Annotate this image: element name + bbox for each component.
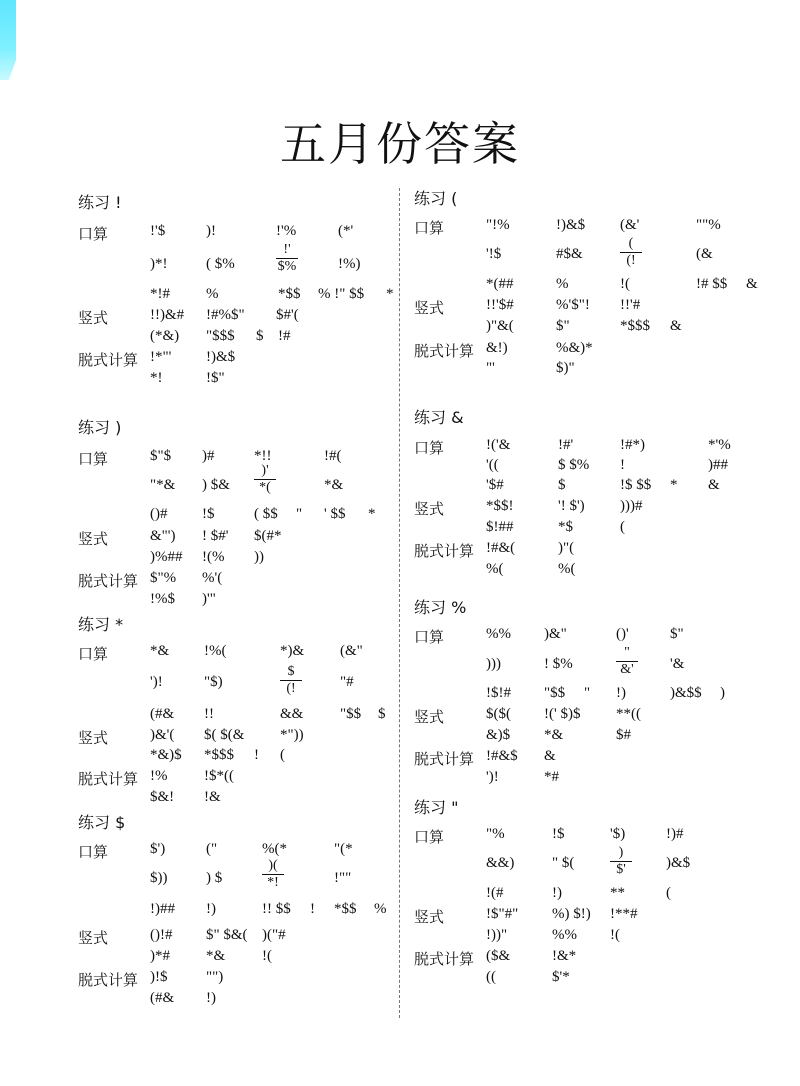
answer: '$) (610, 826, 626, 842)
answer: %'$"! (556, 297, 590, 313)
answer: !# $$ (696, 276, 728, 292)
answer: %( (486, 561, 504, 577)
answer: !'$ (150, 223, 166, 239)
kousuan-label: 口算 (414, 219, 445, 237)
answer: ))) (486, 656, 501, 672)
answer: !$ (202, 506, 215, 522)
tuoshi-label: 脱式计算 (414, 542, 475, 560)
answer: %% (552, 927, 577, 943)
tuoshi-label: 脱式计算 (78, 351, 139, 369)
fraction-numerator: ) (618, 845, 624, 860)
answer: $($( (486, 706, 511, 722)
answer: %% (486, 626, 511, 642)
kousuan-label: 口算 (78, 645, 109, 663)
tuoshi-label: 脱式计算 (78, 770, 139, 788)
answer: &"') (150, 528, 176, 544)
fraction-denominator: $' (610, 861, 632, 878)
answer: ()# (150, 506, 168, 522)
section-heading: 练习 & (414, 408, 464, 427)
answer: "$) (204, 674, 223, 690)
answer: !$"#" (486, 906, 519, 922)
fraction-numerator: !' (283, 242, 291, 257)
answer: & (670, 318, 682, 334)
answer: $# (616, 727, 631, 743)
answer: ( (620, 519, 625, 535)
answer: #$& (556, 246, 583, 262)
shushi-label: 竖式 (414, 708, 445, 726)
answer: )("# (262, 927, 286, 943)
answer: )!$ (150, 969, 168, 985)
answer: $!## (486, 519, 514, 535)
answer: !#' (558, 437, 574, 453)
page-title: 五月份答案 (280, 117, 520, 171)
fraction-answer (262, 858, 284, 891)
answer: $" (556, 318, 570, 334)
answer: )'" (202, 591, 216, 607)
answer: !!'$# (486, 297, 514, 313)
answer: !)# (666, 826, 684, 842)
answer: !%( (204, 643, 227, 659)
answer: !! (204, 706, 214, 722)
answer: !#%$" (206, 307, 245, 323)
answer: $&! (150, 789, 175, 805)
answer: $" $&( (206, 927, 248, 943)
answer: )## (708, 457, 728, 473)
answer: (&" (340, 643, 363, 659)
answer: !) (616, 685, 626, 701)
answer: $"$ (150, 448, 172, 464)
answer: ( (666, 885, 671, 901)
answer: ""% (696, 217, 721, 233)
section-heading: 练习 * (78, 615, 124, 634)
answer: $') (150, 841, 166, 857)
answer: "$$ (544, 685, 566, 701)
answer: & (708, 477, 720, 493)
shushi-label: 竖式 (414, 299, 445, 317)
answer: !( (610, 927, 620, 943)
answer: *!! (254, 448, 272, 464)
answer: '$# (486, 477, 504, 493)
answer: *! (150, 370, 163, 386)
answer: !% (150, 768, 168, 784)
answer: $( $(& (204, 727, 245, 743)
answer: (*' (338, 223, 354, 239)
tuoshi-label: 脱式计算 (78, 971, 139, 989)
answer: ($& (486, 948, 511, 964)
shushi-label: 竖式 (78, 929, 109, 947)
answer: *& (324, 477, 344, 493)
fraction-denominator: *! (262, 874, 284, 891)
answer: *$$$ (620, 318, 650, 334)
answer: % (374, 901, 387, 917)
answer: ** (610, 885, 625, 901)
answer: '& (670, 656, 685, 672)
answer: )*# (150, 948, 170, 964)
answer: $)" (556, 360, 575, 376)
answer: ! $#' (202, 528, 229, 544)
answer: *$$ (278, 286, 301, 302)
section-heading: 练习 ) (78, 418, 122, 437)
answer: *'% (708, 437, 731, 453)
section-heading: 练习 ! (78, 193, 122, 212)
answer: *$$$ (204, 747, 234, 763)
answer: ()!# (150, 927, 173, 943)
fraction-numerator: )' (261, 463, 269, 478)
answer: !$*(( (204, 768, 234, 784)
answer: " (584, 685, 591, 701)
answer: ')! (486, 769, 499, 785)
answer: )# (202, 448, 215, 464)
answer: ) $ (206, 870, 223, 886)
answer: ! (620, 457, 625, 473)
kousuan-label: 口算 (78, 450, 109, 468)
answer: *& (206, 948, 226, 964)
answer: !&* (552, 948, 577, 964)
tuoshi-label: 脱式计算 (414, 950, 475, 968)
answer: $ (256, 328, 264, 344)
answer: )&'( (150, 727, 175, 743)
section-heading: 练习 " (414, 798, 459, 817)
answer: $ (558, 477, 566, 493)
answer: !& (204, 789, 221, 805)
answer: !('& (486, 437, 511, 453)
answer: *$$! (486, 498, 514, 514)
answer: %'( (202, 570, 223, 586)
answer: (& (696, 246, 713, 262)
answer: *$$ (334, 901, 357, 917)
answer: !) (206, 990, 216, 1006)
answer: *# (544, 769, 559, 785)
answer: )&$$ (670, 685, 702, 701)
answer: !'% (276, 223, 297, 239)
answer: ) (720, 685, 725, 701)
answer: " (296, 506, 303, 522)
answer: *$ (558, 519, 573, 535)
answer: & (746, 276, 758, 292)
answer: ( $$ (254, 506, 278, 522)
section-heading: 练习 $ (78, 813, 126, 832)
answer: % (206, 286, 219, 302)
answer: )"( (558, 540, 575, 556)
answer: ! (254, 747, 259, 763)
answer: $(#* (254, 528, 282, 544)
corner-decoration (0, 0, 16, 80)
answer: && (280, 706, 304, 722)
fraction-denominator: &' (616, 661, 638, 678)
answer: !$ (552, 826, 565, 842)
fraction-answer (610, 845, 632, 878)
answer: * (670, 477, 678, 493)
answer: )) (254, 549, 264, 565)
answer: &)$ (486, 727, 511, 743)
fraction-answer (620, 236, 642, 269)
answer: "% (486, 826, 505, 842)
answer: !(% (202, 549, 225, 565)
answer: !$" (206, 370, 225, 386)
answer: !(' $)$ (544, 706, 581, 722)
shushi-label: 竖式 (78, 729, 109, 747)
answer: )*! (150, 256, 168, 272)
answer: (#& (150, 990, 175, 1006)
answer: ! (310, 901, 315, 917)
answer: !#&( (486, 540, 516, 556)
shushi-label: 竖式 (414, 908, 445, 926)
answer: "$$$ (206, 328, 235, 344)
answer: " $( (552, 855, 575, 871)
fraction-denominator: *( (254, 479, 276, 496)
shushi-label: 竖式 (414, 500, 445, 518)
fraction-answer (280, 664, 302, 697)
fraction-numerator: $ (287, 664, 295, 679)
answer: !$ $$ (620, 477, 652, 493)
answer: %(* (262, 841, 287, 857)
tuoshi-label: 脱式计算 (78, 572, 139, 590)
answer: $#'( (276, 307, 299, 323)
answer: !# (278, 328, 291, 344)
answer: "") (206, 969, 224, 985)
fraction-numerator: )( (268, 858, 278, 873)
fraction-numerator: ( (628, 236, 634, 251)
answer: !"" (334, 870, 352, 886)
answer: !)&$ (556, 217, 586, 233)
column-divider (399, 188, 400, 1018)
answer: !! $$ (262, 901, 291, 917)
answer: $ (378, 706, 386, 722)
answer: !)&$ (206, 349, 236, 365)
answer: *!# (150, 286, 170, 302)
answer: "' (486, 360, 495, 376)
answer: & (544, 748, 556, 764)
answer: $)) (150, 870, 168, 886)
answer: !%$ (150, 591, 175, 607)
answer: % (556, 276, 569, 292)
fraction-answer (254, 463, 276, 496)
answer: !$!# (486, 685, 511, 701)
answer: !( (620, 276, 630, 292)
answer: !%) (338, 256, 361, 272)
answer: *&)$ (150, 747, 182, 763)
fraction-answer (276, 242, 298, 275)
answer: % !" $$ (318, 286, 365, 302)
tuoshi-label: 脱式计算 (414, 342, 475, 360)
kousuan-label: 口算 (414, 628, 445, 646)
answer: ( (280, 747, 285, 763)
answer: %&)* (556, 340, 593, 356)
answer: !(# (486, 885, 504, 901)
answer: $'* (552, 969, 570, 985)
fraction-answer (616, 645, 638, 678)
answer: * (386, 286, 394, 302)
answer: ! $% (544, 656, 573, 672)
kousuan-label: 口算 (414, 828, 445, 846)
shushi-label: 竖式 (78, 309, 109, 327)
answer: "# (340, 674, 354, 690)
answer: "*& (150, 477, 176, 493)
answer: !#&$ (486, 748, 518, 764)
answer: !#( (324, 448, 342, 464)
answer: (( (486, 969, 496, 985)
answer: )))# (620, 498, 643, 514)
answer: *")) (280, 727, 304, 743)
answer: (*&) (150, 328, 180, 344)
answer: ' $$ (324, 506, 346, 522)
answer: )&" (544, 626, 567, 642)
answer: $" (670, 626, 684, 642)
kousuan-label: 口算 (414, 439, 445, 457)
answer: &&) (486, 855, 515, 871)
answer: "$$ (340, 706, 362, 722)
answer: !#*) (620, 437, 645, 453)
answer: !)## (150, 901, 175, 917)
answer: %) $!) (552, 906, 591, 922)
answer: "(* (334, 841, 353, 857)
answer: '!$ (486, 246, 502, 262)
answer: $"% (150, 570, 177, 586)
answer: !!'# (620, 297, 641, 313)
answer: )%## (150, 549, 183, 565)
answer: $ $% (558, 457, 590, 473)
fraction-denominator: (! (620, 252, 642, 269)
tuoshi-label: 脱式计算 (414, 750, 475, 768)
answer: &!) (486, 340, 508, 356)
answer: '(( (486, 457, 499, 473)
answer: *& (544, 727, 564, 743)
answer: )! (206, 223, 216, 239)
answer: *(## (486, 276, 514, 292)
answer: ()' (616, 626, 629, 642)
fraction-denominator: $% (277, 259, 297, 274)
answer: *)& (280, 643, 305, 659)
answer: !))" (486, 927, 508, 943)
fraction-denominator: (! (280, 680, 302, 697)
answer: ')! (150, 674, 163, 690)
answer: * (368, 506, 376, 522)
fraction-numerator: " (624, 645, 630, 660)
answer: (#& (150, 706, 175, 722)
kousuan-label: 口算 (78, 225, 109, 243)
section-heading: 练习 ( (414, 189, 458, 208)
shushi-label: 竖式 (78, 530, 109, 548)
answer: *& (150, 643, 170, 659)
answer: **(( (616, 706, 641, 722)
answer: ) $& (202, 477, 230, 493)
answer: !!)&# (150, 307, 185, 323)
answer: !( (262, 948, 272, 964)
answer: )&$ (666, 855, 691, 871)
answer: )"&( (486, 318, 514, 334)
answer: (&' (620, 217, 640, 233)
answer: '! $') (558, 498, 585, 514)
section-heading: 练习 % (414, 598, 467, 617)
answer: !) (552, 885, 562, 901)
answer: !*"' (150, 349, 172, 365)
kousuan-label: 口算 (78, 843, 109, 861)
answer: !**# (610, 906, 638, 922)
answer: %( (558, 561, 576, 577)
answer: ( $% (206, 256, 235, 272)
answer: (" (206, 841, 218, 857)
answer: "!% (486, 217, 510, 233)
answer: !) (206, 901, 216, 917)
